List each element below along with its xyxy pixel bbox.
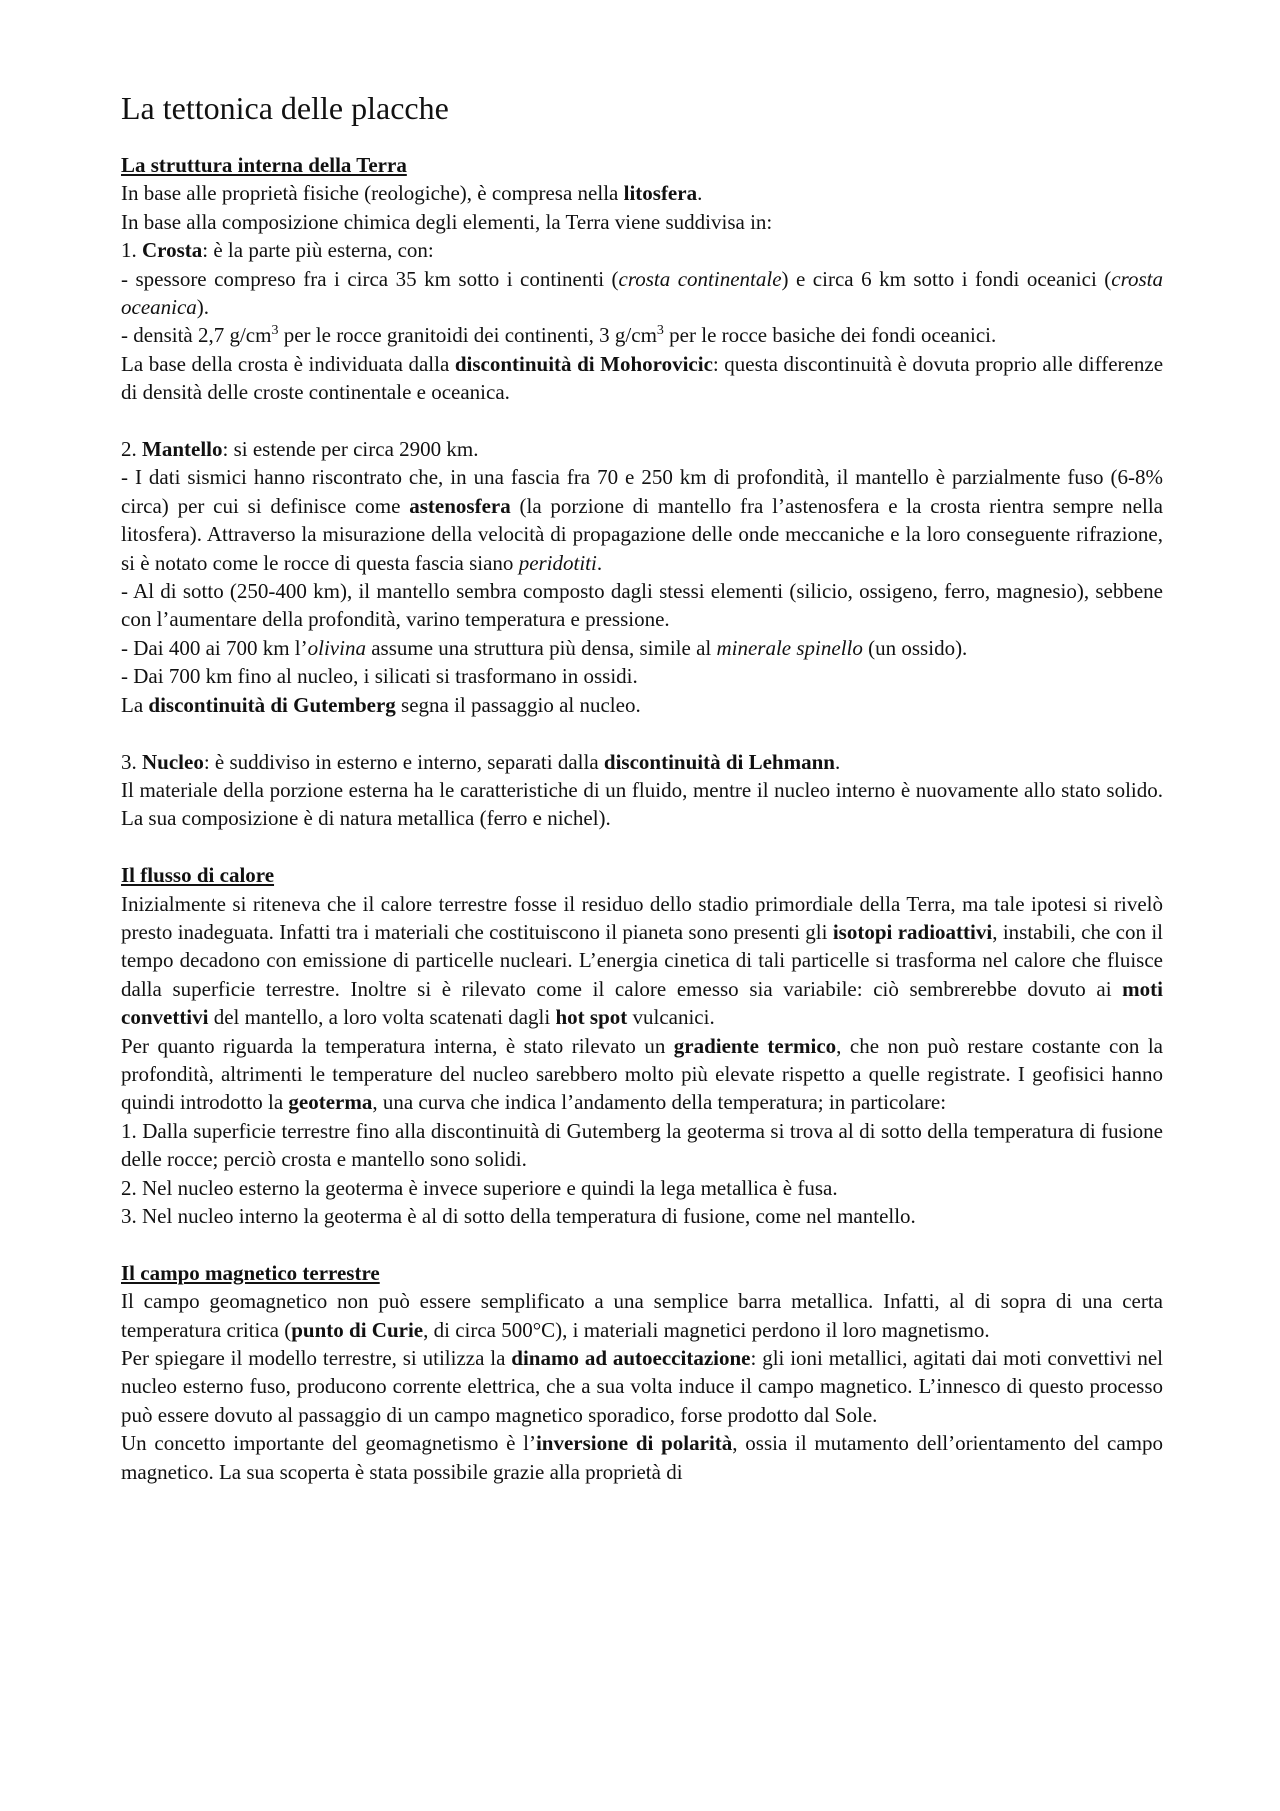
paragraph-polarity: Un concetto importante del geomagnetismo è l’inversione di polarità, ossia il mutamento dell’orientamento del campo magnetico. La sua scoperta è stata possibile grazie alla proprietà di [121, 1431, 1164, 1484]
paragraph-core-material: Il materiale della porzione esterna ha le caratteristiche di un fluido, mentre il nucleo interno è nuovamente allo stato solido. La sua composizione è di natura metallica (ferro e nichel). [121, 777, 1163, 831]
paragraph-composition: In base alla composizione chimica degli elementi, la Terra viene suddivisa in: [121, 209, 773, 234]
list-item-geotherm-2: 2. Nel nucleo esterno la geoterma è invece superiore e quindi la lega metallica è fusa. [121, 1175, 838, 1200]
list-item-core: 3. Nucleo: è suddiviso in esterno e interno, separati dalla discontinuità di Lehmann. [121, 749, 841, 774]
section-heading-structure: La struttura interna della Terra [121, 153, 407, 177]
page-title: La tettonica delle placche [121, 90, 449, 126]
paragraph-rheology: In base alle proprietà fisiche (reologiche), è compresa nella litosfera. [121, 181, 703, 206]
list-item-mantle: 2. Mantello: si estende per circa 2900 km. [121, 437, 479, 462]
list-item-crust: 1. Crosta: è la parte più esterna, con: [121, 238, 434, 263]
paragraph-crust-density: - densità 2,7 $g/cm^3$ per le rocce granitoidi dei continenti, 3 $g/cm^3$ per le rocce basiche dei fondi oceanici. [121, 323, 997, 348]
section-heading-heat-flow: Il flusso di calore [121, 863, 275, 888]
list-item-geotherm-3: 3. Nel nucleo interno la geoterma è al di sotto della temperatura di fusione, come nel mantello. [121, 1203, 916, 1228]
paragraph-olivine: - Dai 400 ai 700 km l’olivina assume una struttura più densa, simile al minerale spinello (un ossido). [121, 635, 968, 660]
paragraph-crust-thickness: - spessore compreso fra i circa 35 km sotto i continenti (crosta continentale) e circa 6 km sotto i fondi oceanici (crosta oceanica). [121, 266, 1163, 320]
paragraph-curie: Il campo geomagnetico non può essere semplificato a una semplice barra metallica. Infatti, al di sopra di una certa temperatura critica (punto di Curie, di circa 500°C), i materiali magnetici perdono il loro magnetismo. [121, 1289, 1163, 1342]
paragraph-moho: La base della crosta è individuata dalla discontinuità di Mohorovicic: questa discontinuità è dovuta proprio alle differenze di densità delle croste continentale e oceanica. [121, 351, 1164, 405]
paragraph-gutenberg: La discontinuità di Gutemberg segna il passaggio al nucleo. [121, 692, 641, 717]
paragraph-geotherm: Per quanto riguarda la temperatura interna, è stato rilevato un gradiente termico, che non può restare costante con la profondità, altrimenti le temperature del nucleo sarebbero molto più elevate rispetto a quelle registrate. I geofisici hanno quindi introdotto la geoterma, una curva che indica l’andamento della temperatura; in particolare: [121, 1033, 1163, 1115]
list-item-geotherm-1: 1. Dalla superficie terrestre fino alla discontinuità di Gutemberg la geoterma si trova al di sotto della temperatura di fusione delle rocce; perciò crosta e mantello sono solidi. [121, 1118, 1163, 1172]
paragraph-below: - Al di sotto (250-400 km), il mantello sembra composto dagli stessi elementi (silicio, ossigeno, ferro, magnesio), sebbene con l’aumentare della profondità, varino temperatura e pressione. [121, 579, 1163, 632]
paragraph-silicates: - Dai 700 km fino al nucleo, i silicati si trasformano in ossidi. [121, 664, 638, 689]
paragraph-seismic: - I dati sismici hanno riscontrato che, in una fascia fra 70 e 250 km di profondità, il mantello è parzialmente fuso (6-8% circa) per cui si definisce come astenosfera (la porzione di mantello fra l’astenosfera e la crosta rientra sempre nella litosfera). Attraverso la misurazione della velocità di propagazione delle onde meccaniche e la loro conseguente rifrazione, si è notato come le rocce di questa fascia siano peridotiti. [121, 465, 1163, 575]
section-heading-magnetic-field: Il campo magnetico terrestre [121, 1260, 380, 1285]
paragraph-heat-origin: Inizialmente si riteneva che il calore terrestre fosse il residuo dello stadio primordiale della Terra, ma tale ipotesi si rivelò presto inadeguata. Infatti tra i materiali che costituiscono il pianeta sono presenti gli isotopi radioattivi, instabili, che con il tempo decadono con emissione di particelle nucleari. L’energia cinetica di tali particelle si trasforma nel calore che fluisce dalla superficie terrestre. Inoltre si è rilevato come il calore emesso sia variabile: ciò sembrerebbe dovuto ai moti convettivi del mantello, a loro volta scatenati dagli hot spot vulcanici. [121, 891, 1163, 1030]
paragraph-dynamo: Per spiegare il modello terrestre, si utilizza la dinamo ad autoeccitazione: gli ioni metallici, agitati dai moti convettivi nel nucleo esterno fuso, producono corrente elettrica, che a sua volta induce il campo magnetico. L’innesco di questo processo può essere dovuto al passaggio di un campo magnetico sporadico, forse prodotto dal Sole. [121, 1346, 1164, 1427]
